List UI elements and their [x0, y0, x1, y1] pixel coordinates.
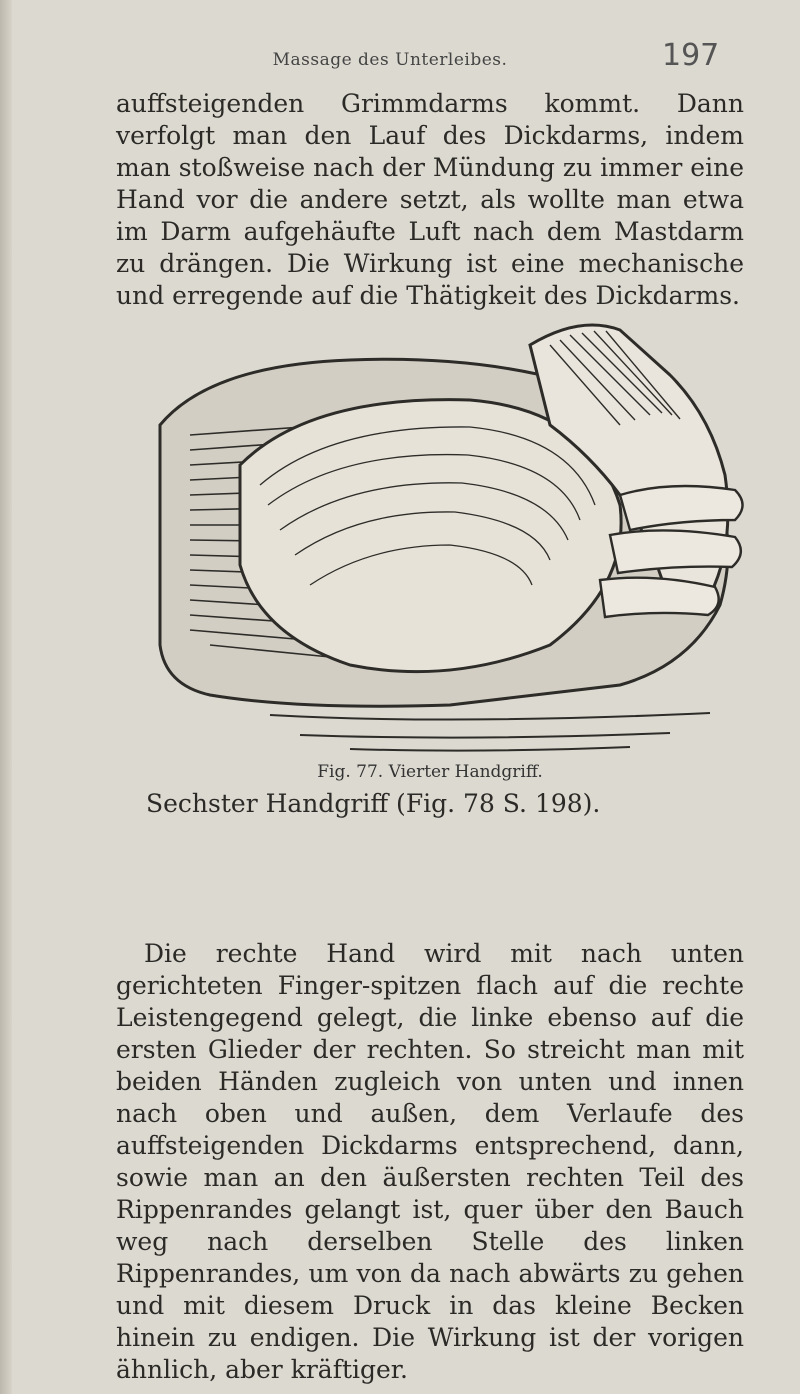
page-number: 197	[662, 38, 720, 73]
section-heading: Sechster Handgriff (Fig. 78 S. 198).	[146, 789, 601, 818]
figure-illustration	[150, 305, 750, 755]
running-head: Massage des Unterleibes.	[272, 50, 508, 70]
paragraph-top: auffsteigenden Grimmdarms kommt. Dann verfolgt man den Lauf des Dickdarms, indem man stoßweise nach der Mündung zu immer eine Hand vor die andere setzt, als wollte man etwa im Darm aufgehäufte Luft nach dem Mastdarm zu drängen. Die Wirkung ist eine mechanische und erregende auf die Thätigkeit des Dickdarms.	[116, 89, 744, 310]
figure-caption: Fig. 77. Vierter Handgriff.	[317, 762, 543, 782]
section-body: Die rechte Hand wird mit nach unten gerichteten Finger-spitzen flach auf die rechte Leistengegend gelegt, die linke ebenso auf die ersten Glieder der rechten. So streicht man mit beiden Händen zugleich von unten und innen nach oben und außen, dem Verlaufe des auffsteigenden Dickdarms entsprechend, dann, sowie man an den äußersten rechten Teil des Rippenrandes gelangt ist, quer über den Bauch weg nach derselben Stelle des linken Rippenrandes, um von da nach abwärts zu gehen und mit diesem Druck in das kleine Becken hinein zu endigen. Die Wirkung ist der vorigen ähnlich, aber kräftiger.	[116, 939, 744, 1384]
page-edge-shadow	[0, 0, 12, 1394]
hand-left	[240, 400, 621, 672]
